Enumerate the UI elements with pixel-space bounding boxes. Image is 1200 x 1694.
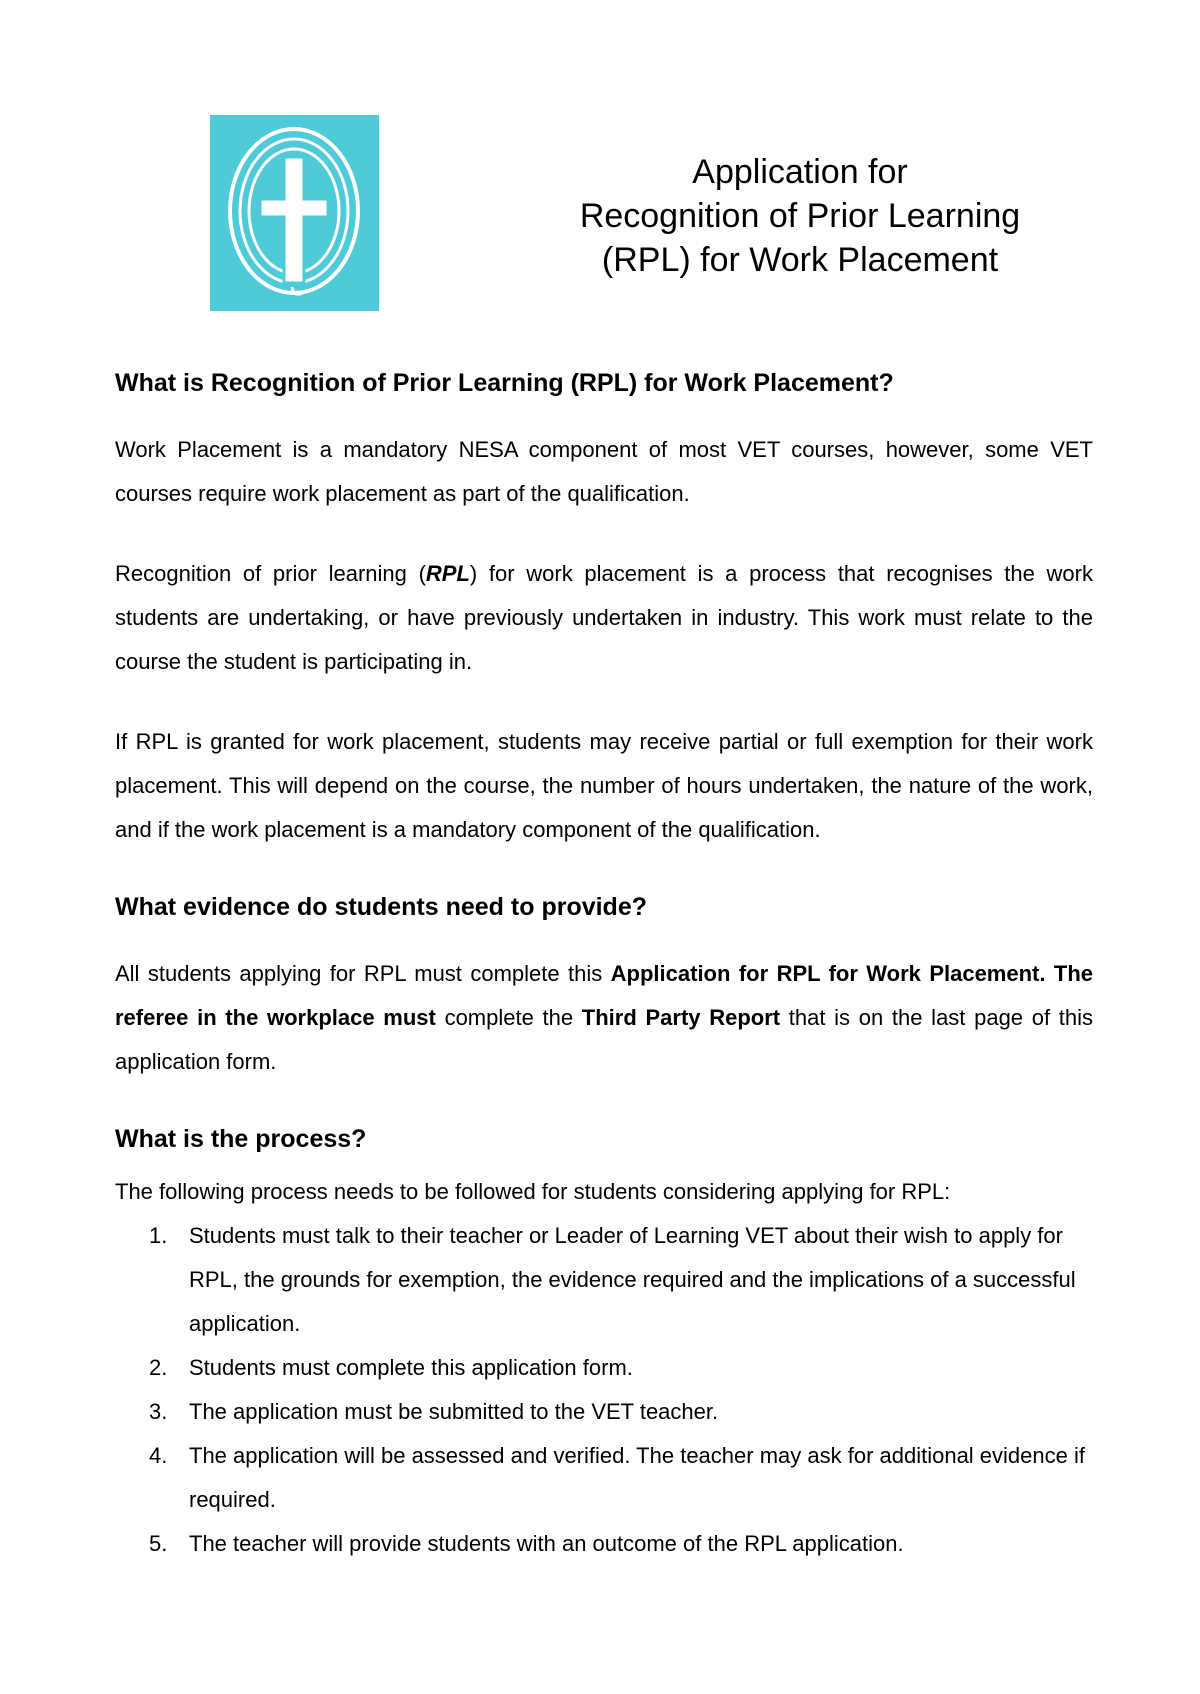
title-line-3: (RPL) for Work Placement — [601, 241, 999, 279]
evidence-text-2: complete the — [435, 1005, 582, 1030]
evidence-text-3: that is on the last page of this application form. — [115, 1005, 1094, 1074]
process-steps-list — [115, 1214, 1093, 1566]
step-text: The application must be submitted to the VET teacher. — [189, 1399, 719, 1424]
rpl-definition-text-start: Recognition of prior learning ( — [115, 561, 426, 586]
list-item — [115, 1214, 1093, 1346]
step-number: 1. — [149, 1223, 168, 1248]
step-text: The application will be assessed and verified. The teacher may ask for additional evidence if required. — [189, 1443, 1085, 1512]
evidence-bold-1: Application for RPL for Work Placement. The referee in the workplace must — [115, 961, 1094, 1030]
step-text: Students must complete this application form. — [189, 1355, 633, 1380]
section-heading-evidence: What evidence do students need to provide? — [115, 893, 648, 921]
section-heading-process: What is the process? — [115, 1125, 367, 1153]
paragraph-rpl-exemption: If RPL is granted for work placement, students may receive partial or full exemption for their work placement. This will depend on the course, the number of hours undertaken, the nature of the work, and if the work placement is a mandatory component of the qualification. — [115, 729, 1093, 842]
list-item — [115, 1346, 1093, 1390]
document-title — [520, 150, 1080, 282]
step-number: 3. — [149, 1399, 168, 1424]
paragraph-evidence — [115, 952, 1093, 1084]
evidence-text-1: All students applying for RPL must complete this — [115, 961, 611, 986]
paragraph-rpl-definition — [115, 552, 1093, 684]
step-number: 2. — [149, 1355, 168, 1380]
step-number: 4. — [149, 1443, 168, 1468]
document-body — [115, 364, 1093, 1566]
rpl-abbreviation: RPL — [425, 561, 470, 586]
list-item — [115, 1522, 1093, 1566]
cross-logo-icon — [210, 115, 379, 311]
step-number: 5. — [149, 1531, 168, 1556]
step-text: The teacher will provide students with an outcome of the RPL application. — [189, 1531, 904, 1556]
list-item — [115, 1390, 1093, 1434]
paragraph-work-placement: Work Placement is a mandatory NESA component of most VET courses, however, some VET courses require work placement as part of the qualification. — [115, 437, 1093, 506]
evidence-bold-2: Third Party Report — [581, 1005, 781, 1030]
title-line-1: Application for — [692, 153, 908, 191]
step-text: Students must talk to their teacher or Leader of Learning VET about their wish to apply for RPL, the grounds for exemption, the evidence required and the implications of a successful application. — [189, 1223, 1076, 1336]
rpl-definition-text-end: ) for work placement is a process that recognises the work students are undertaking, or have previously undertaken in industry. This work must relate to the course the student is participating in. — [115, 561, 1093, 674]
section-heading-rpl: What is Recognition of Prior Learning (RPL) for Work Placement? — [115, 369, 894, 397]
paragraph-process-intro: The following process needs to be followed for students considering applying for RPL: — [115, 1179, 951, 1204]
title-line-2: Recognition of Prior Learning — [579, 197, 1021, 235]
list-item — [115, 1434, 1093, 1522]
